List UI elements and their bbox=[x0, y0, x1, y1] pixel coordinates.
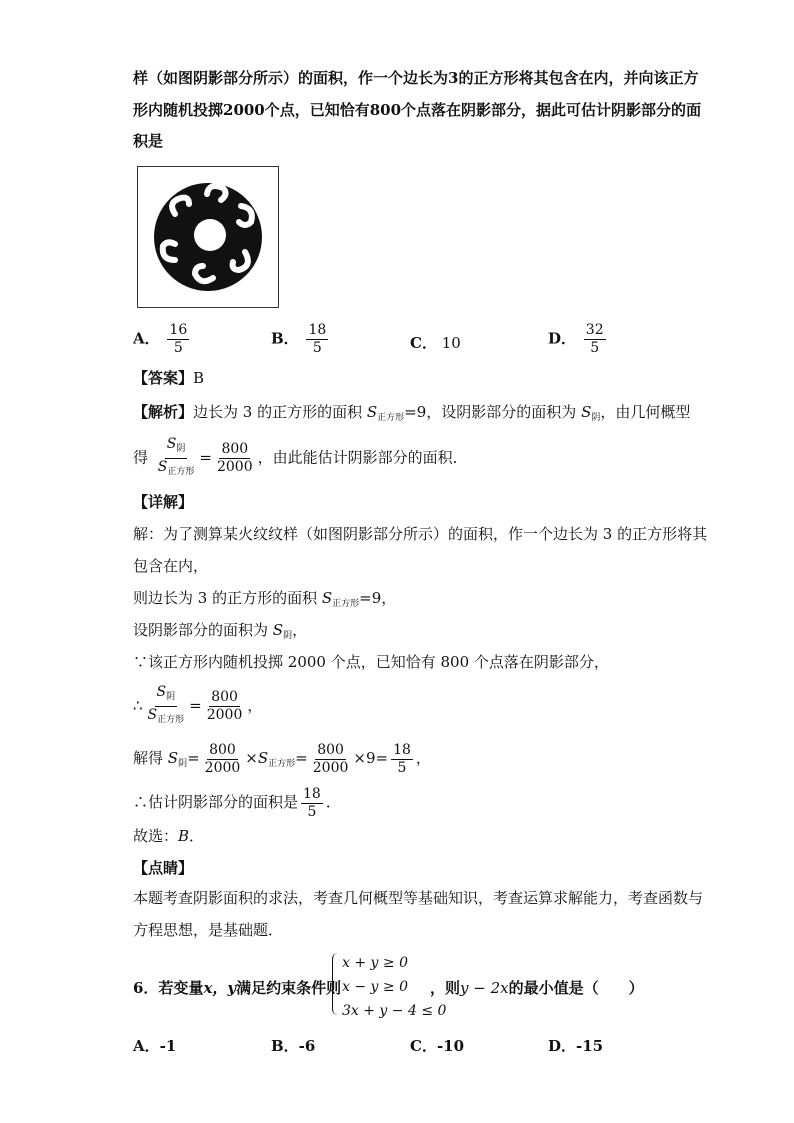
constraint-3: 3x + y − 4 ≤ 0 bbox=[342, 1003, 447, 1019]
q6-option-a[interactable]: A．-1 bbox=[133, 1037, 177, 1055]
analysis-line-2: 得 $\frac{S_阴}{S_{正方形}}$ = $\frac{800}{2000}$ ，由此能估计阴影部分的面积． bbox=[133, 436, 468, 481]
option-a[interactable]: A． $\frac{16}{5}$ bbox=[133, 322, 188, 356]
detail-line-2: 包含在内， bbox=[133, 557, 209, 575]
ratio-fraction: $\frac{S_阴}{S_{正方形}}$ bbox=[147, 684, 185, 725]
detail-line-5: ∵该正方形内随机投掷 2000 个点，已知恰有 800 个点落在阴影部分， bbox=[133, 653, 609, 671]
detail-line-1: 解：为了测算某火纹纹样（如图阴影部分所示）的面积，作一个边长为 3 的正方形将其 bbox=[133, 525, 708, 543]
comment-line-1: 本题考查阴影面积的求法，考查几何概型等基础知识，考查运算求解能力，考查函数与 bbox=[133, 889, 704, 907]
constraint-1: x + y ≥ 0 bbox=[342, 955, 408, 971]
detail-line-7: 解得 $S_阴=$ $\frac{800}{2000}$ $\times S_{正方形}=$ $\frac{800}{2000}$ ×9= $\frac{18}{5}$ ， bbox=[133, 741, 431, 776]
fire-pattern-icon bbox=[137, 166, 279, 308]
comment-tag: 【点睛】 bbox=[133, 859, 194, 877]
detail-choose: 故选：B． bbox=[133, 827, 205, 845]
comment-line-2: 方程思想，是基础题． bbox=[133, 921, 284, 939]
q6-option-d[interactable]: D．-15 bbox=[548, 1037, 604, 1055]
ratio-fraction: $\frac{S_阴}{S_{正方形}}$ bbox=[157, 436, 195, 477]
q6-option-c[interactable]: C．-10 bbox=[410, 1037, 465, 1055]
option-b[interactable]: B． $\frac{18}{5}$ bbox=[271, 322, 327, 356]
detail-line-8: ∴估计阴影部分的面积是 $\frac{18}{5}$ ． bbox=[133, 785, 341, 820]
option-d[interactable]: D． $\frac{32}{5}$ bbox=[548, 322, 604, 356]
detail-tag: 【详解】 bbox=[133, 493, 194, 511]
answer-line: 【答案】B bbox=[133, 369, 205, 387]
q6-prefix: 6．若变量x，y满足约束条件则 bbox=[133, 979, 342, 997]
q6-option-b[interactable]: B．-6 bbox=[271, 1037, 316, 1055]
detail-line-3: 则边长为 3 的正方形的面积 $S_{正方形}=9$， bbox=[133, 589, 397, 609]
detail-line-6: ∴ $\frac{S_阴}{S_{正方形}}$ = $\frac{800}{2000}$ ， bbox=[133, 684, 262, 729]
analysis-line-1: 【解析】边长为 3 的正方形的面积 $S_{正方形}=9$，设阴影部分的面积为 $S_阴$，由几何概型 bbox=[133, 403, 691, 423]
detail-line-4: 设阴影部分的面积为 $S_阴$， bbox=[133, 621, 308, 641]
intro-line-2: 形内随机投掷2000个点，已知恰有800个点落在阴影部分，据此可估计阴影部分的面 bbox=[133, 101, 702, 119]
constraint-brace bbox=[332, 953, 341, 1015]
fraction: $\frac{18}{5}$ bbox=[308, 322, 327, 356]
option-c[interactable]: C． 10 bbox=[410, 334, 461, 352]
intro-line-1: 样（如图阴影部分所示）的面积，作一个边长为3的正方形将其包含在内，并向该正方 bbox=[133, 69, 699, 87]
fraction: $\frac{16}{5}$ bbox=[169, 322, 188, 356]
q6-suffix: ，则y − 2x的最小值是（ ） bbox=[430, 979, 644, 997]
fire-pattern-figure bbox=[137, 166, 279, 308]
constraint-2: x − y ≥ 0 bbox=[342, 979, 408, 995]
value-fraction: $\frac{800}{2000}$ bbox=[216, 441, 253, 475]
value-fraction: $\frac{800}{2000}$ bbox=[206, 689, 243, 723]
fraction: $\frac{32}{5}$ bbox=[585, 322, 604, 356]
intro-line-3: 积是 bbox=[133, 132, 164, 150]
